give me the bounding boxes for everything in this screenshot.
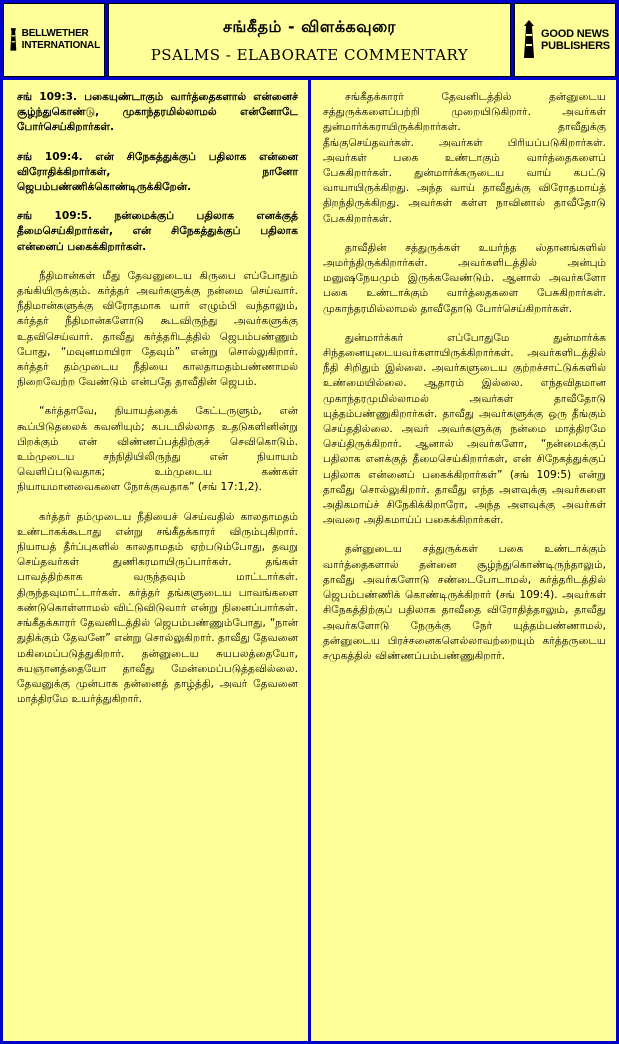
- verse-109-3: சங் 109:3. பகையுண்டாகும் வார்த்தைகளால் என்னைச் சூழ்ந்துகொண்டு, முகாந்தரமில்லாமல் என்னோடே போர்செய்கிறார்கள்.: [17, 91, 298, 134]
- good-news-logo: [514, 3, 616, 77]
- logo-line-1: GOOD NEWS: [541, 28, 609, 40]
- content: [3, 80, 616, 1041]
- lighthouse-icon: [8, 20, 19, 60]
- paragraph: தன்னுடைய சத்துருக்கள் பகை உண்டாக்கும் வார்த்தைகளால் தன்னை சூழ்ந்துகொண்டிருந்தாலும், தாவீது அவர்களோடு சண்டைபோடாமல், கர்த்தரிடத்தில் ஜெபம்பண்ணிக் கொண்டிருக்கிறார் (சங் 109:4). அவர்கள் சிநேகத்திற்குப் பதிலாக தாவீதை விரோதித்தாலும், தாவீது அவர்களோடு நேருக்கு நேர் யுத்தம்பண்ணாமல், தன்னுடைய பிரச்சனைகளெல்லாவற்றையும் கர்த்தருடைய சமுகத்தில் விண்ணப்பம்பண்ணுகிறார்.: [323, 543, 606, 662]
- verse-109-4: சங் 109:4. என் சிநேகத்துக்குப் பதிலாக என்னை விரோதிக்கிறார்கள், நானோ ஜெபம்பண்ணிக்கொண்டிருக்கிறேன்.: [17, 150, 298, 194]
- paragraph: நீதிமான்கள் மீது தேவனுடைய கிருபை எப்போதும் தங்கியிருக்கும். கர்த்தர் அவர்களுக்கு நன்மை செய்வார். நீதிமான்களுக்கு விரோதமாக யார் எழும்பி வந்தாலும், கர்த்தர் நீதிமான்களோடு கூடவிருந்து அவர்களுக்கு உதவிசெய்வார். தாவீது கர்த்தரிடத்தில் ஜெபம்பண்ணும் போது, “மவுனமாயிரா தேவும்” என்று சொல்லுகிறார். கர்த்தர் தம்முடைய நீதியை காலதாமதம்பண்ணாமல் நிறைவேற்ற வேண்டும் என்பதே தாவீதின் ஜெபம்.: [17, 269, 298, 389]
- left-column: [3, 80, 308, 1041]
- bellwether-logo: [3, 3, 105, 77]
- paragraph: கர்த்தர் தம்முடைய நீதியைச் செய்வதில் காலதாமதம் உண்டாகக்கூடாது என்று சங்கீதக்காரர் விரும்புகிறார். நியாயத் தீர்ப்புகளில் காலதாமதம் ஏற்படும்போது, தவறு செய்தவர்கள் துணிகரமாயிருப்பார்கள். தங்கள் பாவத்திற்காக வருந்தவும் மாட்டார்கள். திருந்தவுமாட்டார்கள். கர்த்தர் தங்களுடைய பாவங்களை கண்டுகொள்ளாமல் விட்டுவிடுவார் என்று நினைப்பார்கள். சங்கீதக்காரர் தேவனிடத்தில் ஜெபம்பண்ணும்போது, “நான் துதிக்கும் தேவனே” என்று சொல்லுகிறார். தாவீது தேவனை மகிமைப்படுத்துகிறார். தன்னுடைய சுயபலத்தையோ, சுயஞானத்தையோ தாவீது மேன்மைப்படுத்தவில்லை. தேவனுக்கு முன்பாக தன்னைத் தாழ்த்தி, அவர் தேவனை மாத்திரமே உயர்த்துகிறார்.: [17, 510, 298, 706]
- paragraph: துன்மார்க்கர் எப்போதுமே துன்மார்க்க சிந்தனையுடையவர்களாயிருக்கிறார்கள். அவர்களிடத்தில் நீதி சிறிதும் இல்லை. அவர்களுடைய குற்றச்சாட்டுக்களில் உண்மையில்லை. ஆதாரம் இல்லை. எந்தவிதமான முகாந்தரமுமில்லாமல் அவர்கள் தாவீதோடு யுத்தம்பண்ணுகிறார்கள். தாவீது அவர்களுக்கு ஒரு தீங்கும் செய்ததில்லை. அவர் அவர்களுக்கு நன்மை மாத்திரமே செய்திருக்கிறார். ஆனால் அவர்களோ, “நன்மைக்குப் பதிலாக எனக்குத் தீமைசெய்கிறார்கள், என் சிநேகத்துக்குப் பதிலாக என்னைப் பகைக்கிறார்கள்” (சங் 109:5) என்று தாவீது சொல்லுகிறார். தாவீது எந்த அளவுக்கு அவர்களை அதிகமாய்ச் சிநேகிக்கிறாரோ, அந்த அளவுக்கு அவர்கள் அவரை அதிகமாய்ப் பகைக்கிறார்கள்.: [323, 331, 606, 527]
- logo-line-1: BELLWETHER: [21, 28, 89, 39]
- title-box: [108, 3, 511, 77]
- logo-line-2: PUBLISHERS: [541, 40, 610, 52]
- paragraph: சங்கீதக்காரர் தேவனிடத்தில் தன்னுடைய சத்துருக்களைப்பற்றி முறையிடுகிறார். அவர்கள் துன்மார்க்கராயிருக்கிறார்கள். தாவீதுக்கு தீங்குசெய்தவர்கள். அவர்கள் பிரியப்படுகிறார்கள். அவர்கள் பகை உண்டாகும் வார்த்தைகளைப் பேசுகிறார்கள். துன்மார்க்கருடைய வாய் கபட்டு வாயாயிருக்கிறது. அந்த வாய் தாவீதுக்கு விரோதமாய்த் திறந்திருக்கிறது. அவர்கள் கள்ள நாவினால் தாவீதோடு பேசுகிறார்கள்.: [323, 91, 606, 225]
- title-tamil: சங்கீதம் - விளக்கவுரை: [222, 16, 396, 36]
- verse-109-5: சங் 109:5. நன்மைக்குப் பதிலாக எனக்குத் தீமைசெய்கிறார்கள், என் சிநேகத்துக்குப் பதிலாக என்னைப் பகைக்கிறார்கள்.: [17, 210, 298, 253]
- lighthouse-icon: [520, 20, 538, 60]
- title-english: PSALMS - ELABORATE COMMENTARY: [150, 45, 469, 64]
- paragraph-quote: “கர்த்தாவே, நியாயத்தைக் கேட்டருளும், என் கூப்பிடுதலைக் கவனியும்; கபடமில்லாத உதடுகளினின்று பிறக்கும் என் விண்ணப்பத்திற்குச் செவிகொடும். உம்முடைய சந்நிதியிலிருந்து என் நியாயம் வெளிப்படுவதாக; உம்முடைய கண்கள் நியாயமானவைகளை நோக்குவதாக” (சங் 17:1,2).: [17, 405, 298, 494]
- logo-line-2: INTERNATIONAL: [21, 40, 100, 51]
- paragraph: தாவீதின் சத்துருக்கள் உயர்ந்த ஸ்தானங்களில் அமர்ந்திருக்கிறார்கள். அவர்களிடத்தில் அன்பும் மனுஷநேயமும் இருக்கவேண்டும். ஆனால் அவர்களோ பகை உண்டாக்கும் வார்த்தைகளை பேசுகிறார்கள். முகாந்தரமில்லாமல் தாவீதோடு போர்செய்கிறார்கள்.: [323, 241, 606, 315]
- right-column: [311, 80, 616, 1041]
- header: [3, 3, 616, 77]
